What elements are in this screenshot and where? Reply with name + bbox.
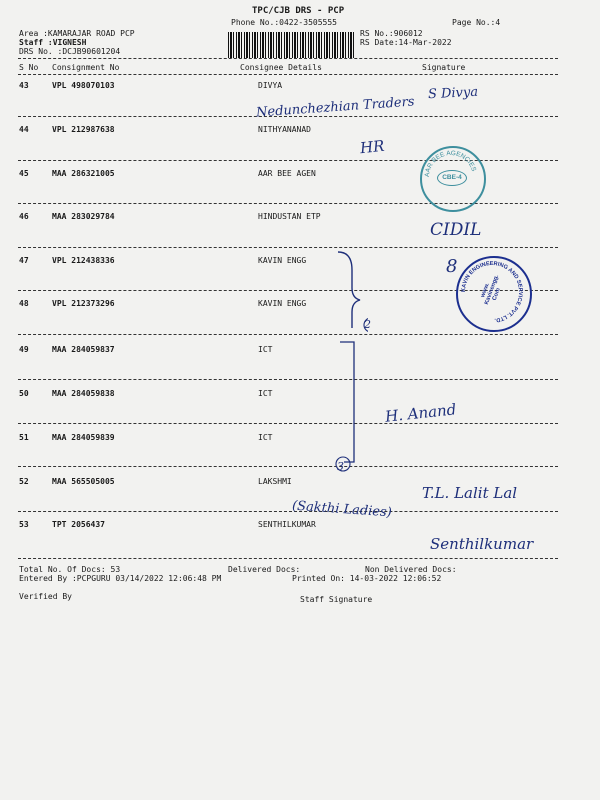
col-header-sno: S No — [19, 63, 39, 72]
row-sno: 49 — [19, 345, 29, 354]
row-divider — [18, 558, 558, 559]
barcode — [228, 32, 356, 58]
row-consignee: KAVIN ENGG — [258, 299, 307, 308]
handwritten-signature: (Sakthi Ladies) — [291, 498, 393, 521]
row-consignee: ICT — [258, 345, 273, 354]
handwritten-signature: HR — [359, 136, 386, 158]
handwritten-signature: CIDIL — [430, 220, 482, 240]
row-consignee: SENTHILKUMAR — [258, 520, 316, 529]
row-consignment-no: VPL 212373296 — [52, 299, 115, 308]
handwritten-signature: H. Anand — [384, 400, 458, 426]
col-header-consignee: Consignee Details — [240, 63, 322, 72]
row-consignee: NITHYANANAD — [258, 125, 311, 134]
row-divider — [18, 511, 558, 512]
row-sno: 53 — [19, 520, 29, 529]
page-number: Page No.:4 — [452, 18, 501, 27]
row-sno: 51 — [19, 433, 29, 442]
row-consignment-no: MAA 284059838 — [52, 389, 115, 398]
row-sno: 46 — [19, 212, 29, 221]
handwritten-signature: 8 — [446, 256, 458, 277]
handwritten-signature: T.L. Lalit Lal — [422, 484, 518, 502]
company-stamp — [420, 146, 486, 212]
row-consignee: ICT — [258, 433, 273, 442]
non-delivered-docs: Non Delivered Docs: — [365, 565, 457, 574]
delivered-docs: Delivered Docs: — [228, 565, 301, 574]
row-sno: 52 — [19, 477, 29, 486]
handwritten-brace — [318, 248, 368, 480]
rs-date: RS Date:14-Mar-2022 — [360, 38, 452, 47]
printed-on: Printed On: 14-03-2022 12:06:52 — [292, 574, 442, 583]
handwritten-signature: Nedunchezhian Traders — [255, 94, 415, 121]
row-consignee: DIVYA — [258, 81, 283, 90]
row-sno: 45 — [19, 169, 29, 178]
staff-field: Staff :VIGNESH — [19, 38, 87, 47]
row-sno: 43 — [19, 81, 29, 90]
row-consignee: HINDUSTAN ETP — [258, 212, 321, 221]
row-consignee: KAVIN ENGG — [258, 256, 307, 265]
row-consignment-no: MAA 284059837 — [52, 345, 115, 354]
divider — [18, 58, 558, 59]
row-sno: 47 — [19, 256, 29, 265]
row-consignment-no: MAA 284059839 — [52, 433, 115, 442]
verified-by: Verified By — [19, 592, 72, 601]
handwritten-signature: S Divya — [427, 84, 479, 103]
handwritten-note: 2 — [364, 318, 371, 331]
row-consignment-no: MAA 286321005 — [52, 169, 115, 178]
row-divider — [18, 423, 558, 424]
row-sno: 48 — [19, 299, 29, 308]
row-consignee: AAR BEE AGEN — [258, 169, 316, 178]
col-header-signature: Signature — [422, 63, 466, 72]
row-sno: 44 — [19, 125, 29, 134]
handwritten-signature: Senthilkumar — [430, 535, 534, 553]
handwritten-note: 3 — [337, 460, 344, 473]
row-sno: 50 — [19, 389, 29, 398]
total-docs: Total No. Of Docs: 53 — [19, 565, 121, 574]
stamp-center-text: www. Kavinengg. Com — [480, 274, 502, 306]
company-stamp — [456, 256, 532, 332]
area-field: Area :KAMARAJAR ROAD PCP — [19, 29, 135, 38]
row-consignment-no: TPT 2056437 — [52, 520, 105, 529]
stamp-center-text: CBE-4 — [437, 170, 467, 186]
row-divider — [18, 334, 558, 335]
row-consignment-no: VPL 212987638 — [52, 125, 115, 134]
row-consignment-no: VPL 498070103 — [52, 81, 115, 90]
row-consignee: LAKSHMI — [258, 477, 292, 486]
row-consignment-no: VPL 212438336 — [52, 256, 115, 265]
staff-signature-label: Staff Signature — [300, 595, 373, 604]
divider — [18, 74, 558, 75]
row-consignment-no: MAA 565505005 — [52, 477, 115, 486]
row-divider — [18, 379, 558, 380]
row-divider — [18, 466, 558, 467]
row-consignment-no: MAA 283029784 — [52, 212, 115, 221]
phone-number: Phone No.:0422-3505555 — [231, 18, 337, 27]
svg-text:KAVIN ENGINEERING AND SERVICE: KAVIN ENGINEERING AND SERVICE PVT. LTD. — [460, 260, 524, 323]
entered-by: Entered By :PCPGURU 03/14/2022 12:06:48 PM — [19, 574, 222, 583]
row-consignee: ICT — [258, 389, 273, 398]
document-title: TPC/CJB DRS - PCP — [252, 6, 345, 16]
drs-number: DRS No. :DCJB90601204 — [19, 47, 121, 56]
row-divider — [18, 247, 558, 248]
col-header-consignment: Consignment No — [52, 63, 120, 72]
rs-number: RS No.:906012 — [360, 29, 423, 38]
svg-text:AAR BEE AGENCIES: AAR BEE AGENCIES — [423, 149, 478, 178]
